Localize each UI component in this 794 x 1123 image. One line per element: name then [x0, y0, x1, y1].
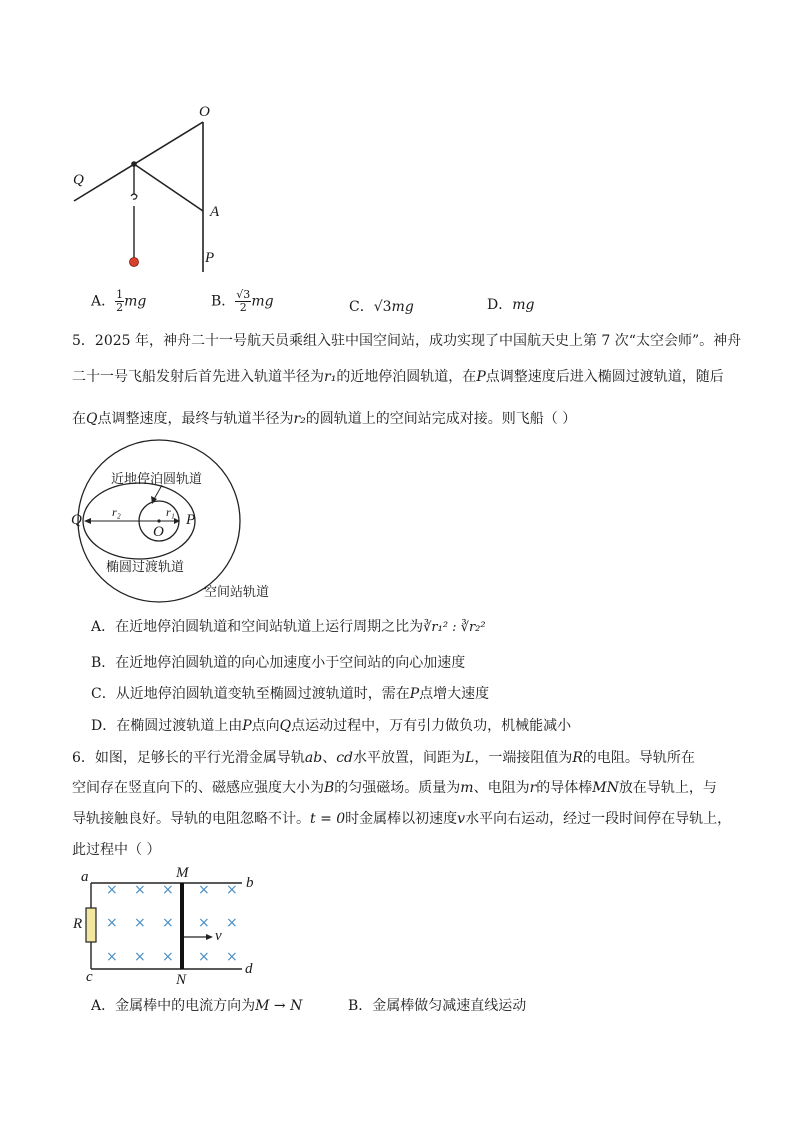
label-r1: r₁ [166, 505, 175, 519]
label-m: M [176, 865, 189, 881]
q4-option-d[interactable]: D．mg [487, 297, 535, 313]
field-cross: × [162, 915, 174, 931]
rod-qo [74, 122, 203, 201]
field-cross: × [162, 882, 174, 898]
label-d: d [245, 961, 253, 977]
fraction: $\frac{√3}{2}$ [236, 288, 251, 314]
field-cross: × [106, 949, 118, 965]
weight-ball [130, 258, 139, 267]
field-cross: × [162, 949, 174, 965]
label-p: P [205, 250, 215, 266]
field-cross: × [226, 949, 238, 965]
q5-option-b[interactable]: B．在近地停泊圆轨道的向心加速度小于空间站的向心加速度 [91, 655, 466, 671]
label-transfer-orbit: 椭圆过渡轨道 [106, 560, 185, 575]
q5-figure [66, 438, 296, 608]
label-o: O [199, 104, 210, 120]
field-cross: × [134, 949, 146, 965]
q4-diagram [60, 100, 260, 280]
fraction: $\frac{1}{2}$ [116, 288, 124, 314]
label-v: v [215, 928, 222, 944]
q4-option-b[interactable]: B． $\frac{√3}{2}$ mg [211, 288, 274, 314]
q5-line-3: 在Q点调整速度，最终与轨道半径为r₂的圆轨道上的空间站完成对接。则飞船（ ） [72, 411, 577, 427]
field-cross: × [134, 915, 146, 931]
label-r: R [73, 916, 83, 932]
field-cross: × [198, 882, 210, 898]
field-cross: × [198, 949, 210, 965]
label-b: b [246, 875, 254, 891]
hook [131, 194, 137, 199]
field-cross: × [134, 882, 146, 898]
q5-line-1: 5．2025 年，神舟二十一号航天员乘组入驻中国空间站，成功实现了中国航天史上第 7 次“太空会师”。神舟 [72, 333, 742, 349]
field-cross: × [106, 915, 118, 931]
field-cross: × [106, 882, 118, 898]
label-n: N [176, 972, 187, 988]
q5-line-2: 二十一号飞船发射后首先进入轨道半径为r₁的近地停泊圆轨道，在P点调整速度后进入椭圆过渡轨道，随后 [72, 369, 724, 385]
label-p: P [186, 512, 196, 528]
q6-option-b[interactable]: B．金属棒做匀减速直线运动 [348, 998, 527, 1014]
q4-option-c[interactable]: C．√3mg [349, 299, 414, 315]
label-q: Q [71, 512, 82, 528]
q4-option-a[interactable]: A． $\frac{1}{2}$ mg [91, 288, 147, 314]
q4-figure [60, 100, 260, 280]
q5-option-a[interactable]: A．在近地停泊圆轨道和空间站轨道上运行周期之比为∛r₁² : ∛r₂² [91, 619, 486, 635]
q6-line-2: 空间存在竖直向下的、磁感应强度大小为B的匀强磁场。质量为m、电阻为r的导体棒MN放在导轨上，与 [72, 780, 717, 796]
q6-line-1: 6．如图，足够长的平行光滑金属导轨ab、cd水平放置，间距为L，一端接阻值为R的电阻。导轨所在 [72, 750, 695, 766]
q5-option-d[interactable]: D．在椭圆过渡轨道上由P点向Q点运动过程中，万有引力做负功，机械能减小 [91, 718, 572, 734]
label-q: Q [73, 172, 84, 188]
q6-option-a[interactable]: A．金属棒中的电流方向为M → N [91, 998, 303, 1014]
q6-line-3: 导轨接触良好。导轨的电阻忽略不计。t = 0时金属棒以初速度v水平向右运动，经过一段时间停在导轨上， [72, 811, 732, 827]
label-o: O [153, 524, 164, 540]
label-station-orbit: 空间站轨道 [204, 585, 270, 600]
q6-line-4: 此过程中（ ） [72, 842, 161, 858]
label-a: a [81, 869, 89, 885]
label-c: c [86, 969, 93, 985]
resistor [86, 908, 96, 942]
rope-to-a [134, 164, 203, 211]
q5-option-c[interactable]: C．从近地停泊圆轨道变轨至椭圆过渡轨道时，需在P点增大速度 [91, 686, 490, 702]
field-cross: × [198, 915, 210, 931]
label-a: A [210, 204, 220, 220]
label-near-orbit: 近地停泊圆轨道 [111, 472, 203, 487]
field-cross: × [226, 915, 238, 931]
label-r2: r₂ [112, 505, 121, 519]
q6-figure [70, 866, 270, 991]
field-cross: × [226, 882, 238, 898]
